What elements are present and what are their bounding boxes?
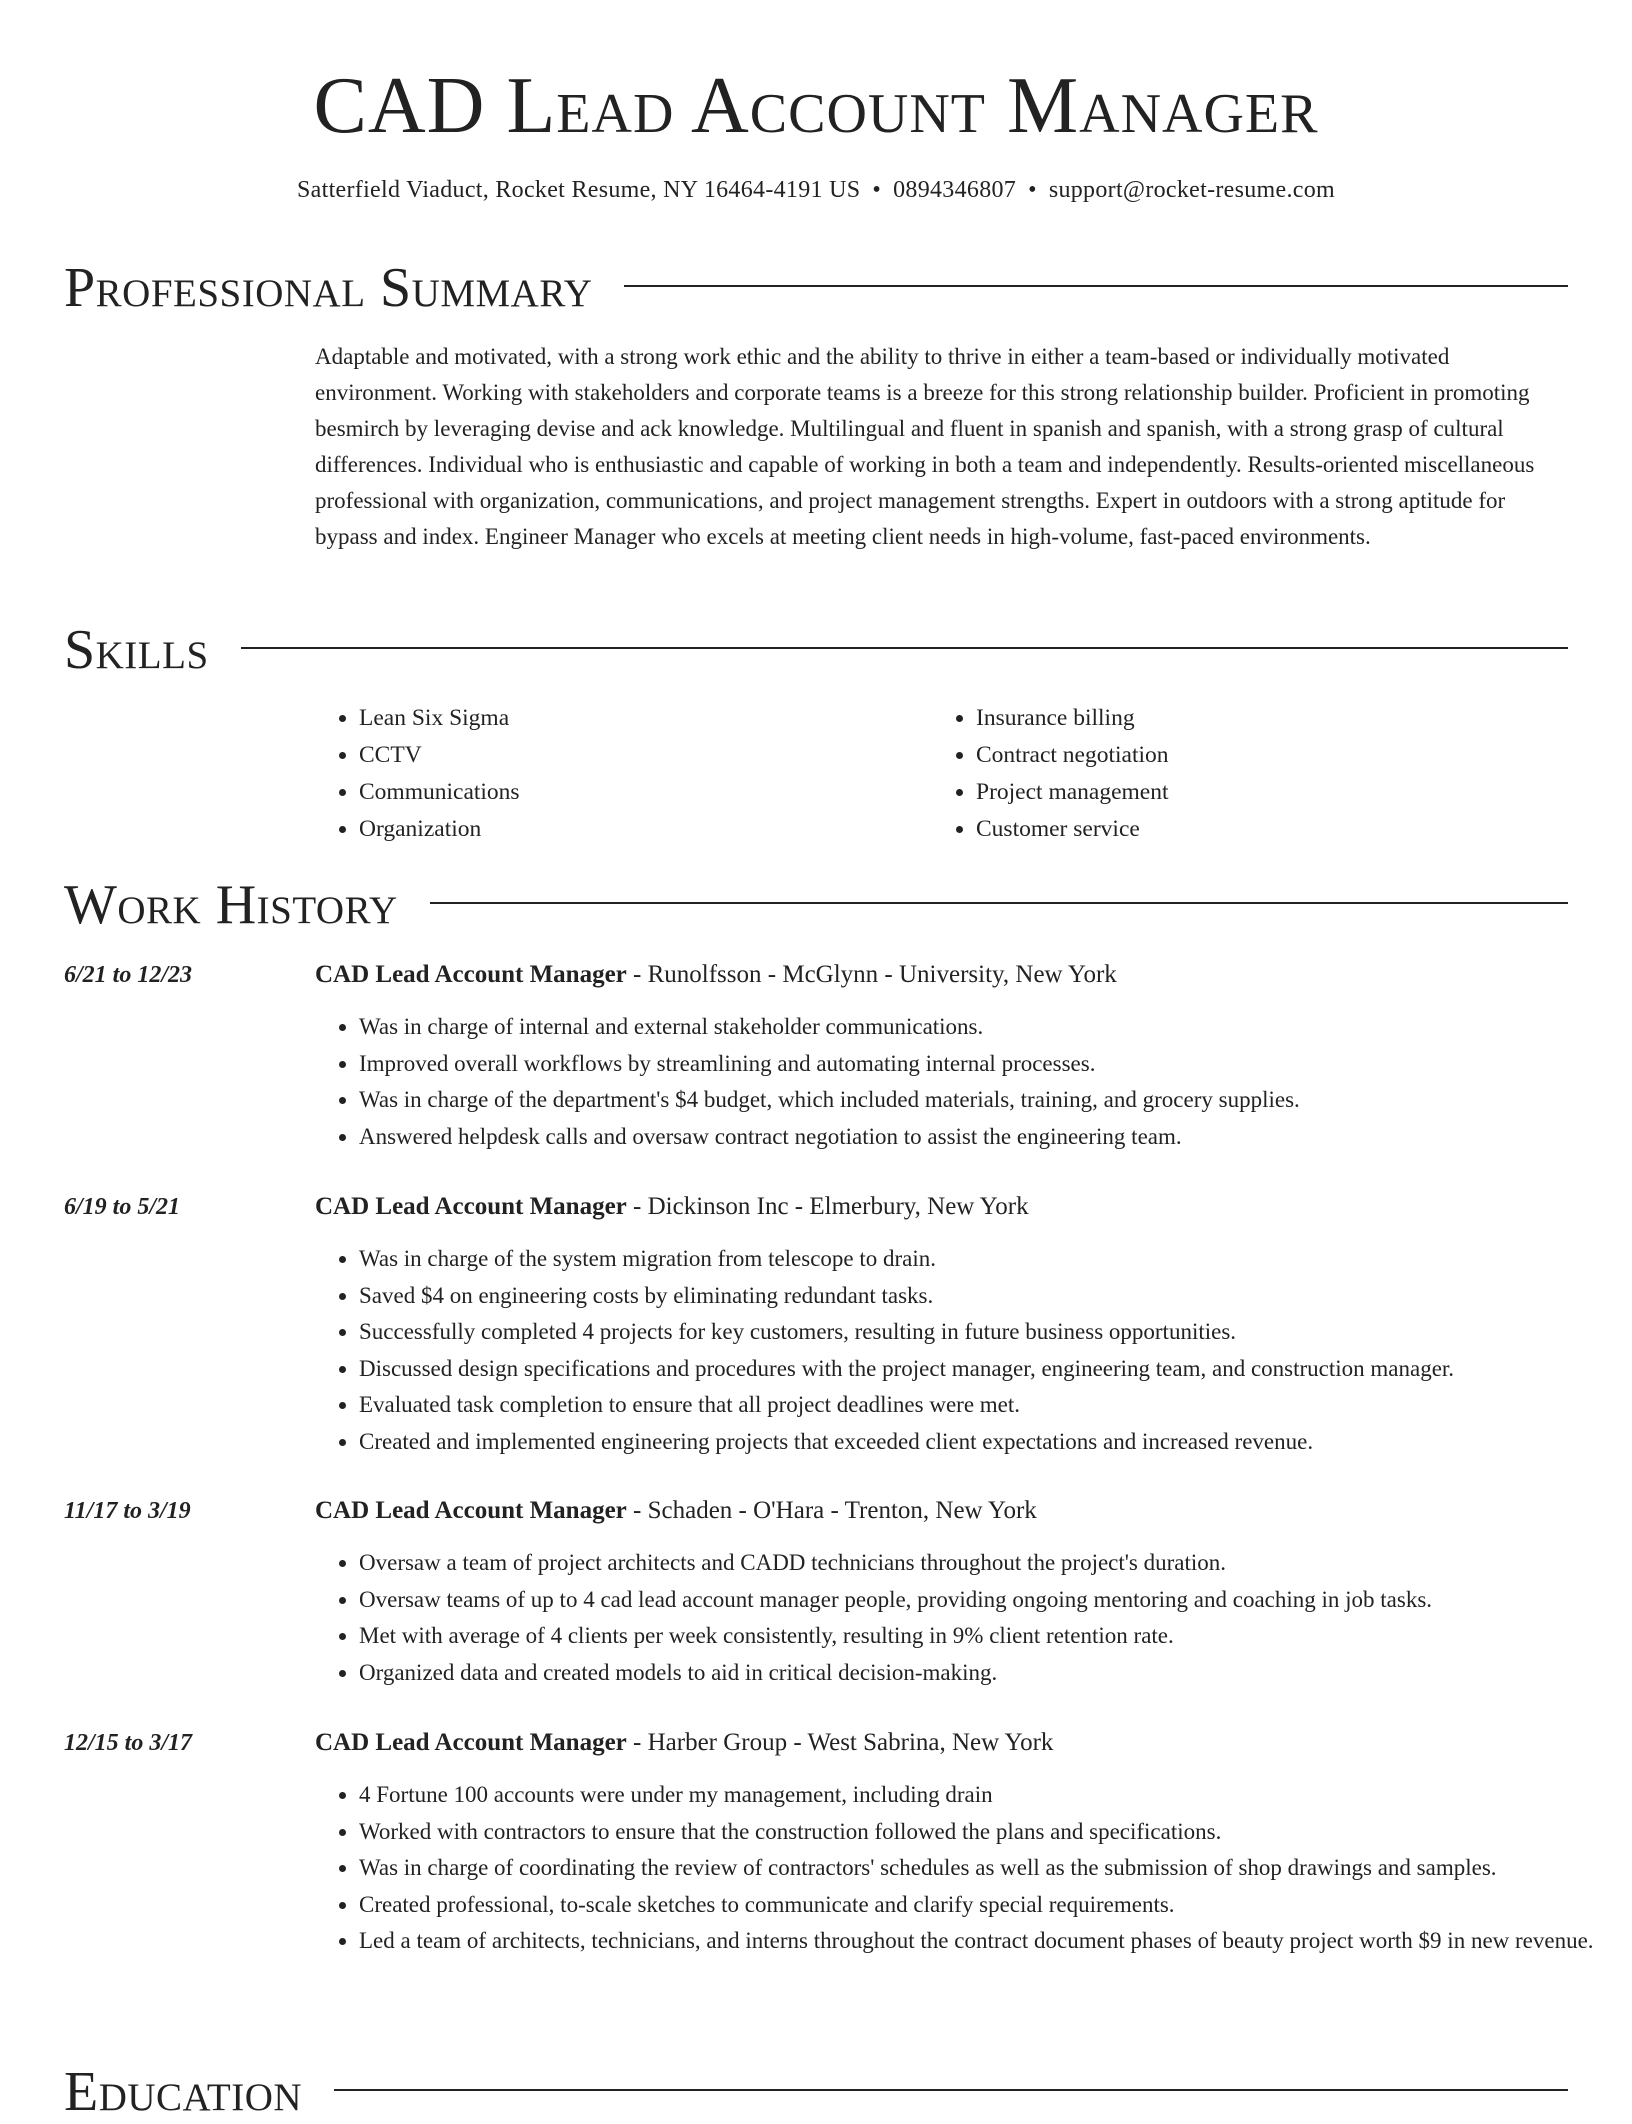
job-title-line <box>315 1725 1053 1761</box>
job-bullet: • Discussed design specifications and procedures with the project manager, engineering team, and construction manager. <box>359 1351 1612 1387</box>
skill-item: • Project management <box>976 774 1169 811</box>
skill-item: • Lean Six Sigma <box>359 700 520 737</box>
section-divider <box>430 902 1568 904</box>
job-dates: 6/21 to 12/23 <box>64 962 193 988</box>
job-bullet: • Oversaw teams of up to 4 cad lead account manager people, providing ongoing mentoring and coaching in job tasks. <box>359 1582 1612 1618</box>
job-company-location: - Schaden - O'Hara - Trenton, New York <box>633 1497 1037 1524</box>
job-title: CAD Lead Account Manager <box>315 1729 627 1756</box>
section-title-summary: Professional Summary <box>64 257 593 319</box>
job-title: CAD Lead Account Manager <box>315 961 627 988</box>
skill-item: • Customer service <box>976 811 1169 848</box>
contact-line <box>0 174 1632 206</box>
job-bullet: • Oversaw a team of project architects and CADD technicians throughout the project's duration. <box>359 1545 1612 1581</box>
job-bullet: • Worked with contractors to ensure that the construction followed the plans and specifications. <box>359 1814 1612 1850</box>
phone: 0894346807 <box>893 177 1017 203</box>
section-divider <box>241 647 1568 649</box>
job-bullet: • Answered helpdesk calls and oversaw contract negotiation to assist the engineering team. <box>359 1119 1612 1155</box>
job-bullet: • Organized data and created models to aid in critical decision-making. <box>359 1655 1612 1691</box>
summary-section-header <box>64 256 1568 320</box>
job-bullet: • Was in charge of the department's $4 budget, which included materials, training, and grocery supplies. <box>359 1082 1612 1118</box>
job-bullet: • Was in charge of internal and external stakeholder communications. <box>359 1009 1612 1045</box>
section-divider <box>624 285 1568 287</box>
job-bullet: • Improved overall workflows by streamlining and automating internal processes. <box>359 1046 1612 1082</box>
job-title-line <box>315 957 1117 993</box>
job-dates: 6/19 to 5/21 <box>64 1194 181 1220</box>
education-section-header <box>64 2060 1568 2124</box>
job-title: CAD Lead Account Manager <box>315 1497 627 1524</box>
job-bullets <box>315 1777 1612 1960</box>
separator-dot: • <box>872 177 882 203</box>
job-bullet: • 4 Fortune 100 accounts were under my management, including drain <box>359 1777 1612 1813</box>
job-company-location: - Dickinson Inc - Elmerbury, New York <box>633 1193 1029 1220</box>
skill-item: • Contract negotiation <box>976 737 1169 774</box>
email-link[interactable]: support@rocket-resume.com <box>1048 177 1335 203</box>
section-title-work-history: Work History <box>64 874 398 936</box>
job-bullets <box>315 1241 1612 1460</box>
section-title-skills: Skills <box>64 619 209 681</box>
job-bullet: • Was in charge of the system migration from telescope to drain. <box>359 1241 1612 1277</box>
skill-item: • Insurance billing <box>976 700 1169 737</box>
section-title-education: Education <box>64 2061 303 2123</box>
skills-section-header <box>64 618 1568 682</box>
job-bullet: • Successfully completed 4 projects for key customers, resulting in future business opportunities. <box>359 1314 1612 1350</box>
job-bullet: • Was in charge of coordinating the review of contractors' schedules as well as the submission of shop drawings and samples. <box>359 1850 1612 1886</box>
job-company-location: - Harber Group - West Sabrina, New York <box>633 1729 1054 1756</box>
job-bullets <box>315 1009 1612 1155</box>
skill-item: • CCTV <box>359 737 520 774</box>
job-bullet: • Created and implemented engineering projects that exceeded client expectations and increased revenue. <box>359 1424 1612 1460</box>
candidate-name: CAD Lead Account Manager <box>313 62 1319 150</box>
skills-list-left <box>315 700 520 848</box>
separator-dot: • <box>1028 177 1037 203</box>
work-section-header <box>64 873 1568 937</box>
address: Satterfield Viaduct, Rocket Resume, NY 16464-4191 US <box>297 177 861 203</box>
summary-text: Adaptable and motivated, with a strong work ethic and the ability to thrive in either a team-based or individually motivated environment. Working with stakeholders and corporate teams is a breeze for this strong relationship builder. Proficient in promoting besmirch by leveraging devise and ack knowledge. Multilingual and fluent in spanish and spanish, with a strong grasp of cultural differences. Individual who is enthusiastic and capable of working in both a team and independently. Results-oriented miscellaneous professional with organization, communications, and project management strengths. Expert in outdoors with a strong aptitude for bypass and index. Engineer Manager who excels at meeting client needs in high-volume, fast-paced environments. <box>315 344 1535 549</box>
job-title-line <box>315 1189 1029 1225</box>
job-bullet: • Evaluated task completion to ensure that all project deadlines were met. <box>359 1387 1612 1423</box>
section-divider <box>334 2089 1568 2091</box>
job-company-location: - Runolfsson - McGlynn - University, New York <box>633 961 1117 988</box>
skill-item: • Organization <box>359 811 520 848</box>
job-dates: 12/15 to 3/17 <box>64 1730 193 1756</box>
job-bullets <box>315 1545 1612 1691</box>
job-bullet: • Led a team of architects, technicians, and interns throughout the contract document phases of beauty project worth $9 in new revenue. <box>359 1923 1612 1959</box>
job-bullet: • Saved $4 on engineering costs by eliminating redundant tasks. <box>359 1278 1612 1314</box>
job-title: CAD Lead Account Manager <box>315 1193 627 1220</box>
skill-item: • Communications <box>359 774 520 811</box>
job-bullet: • Met with average of 4 clients per week consistently, resulting in 9% client retention rate. <box>359 1618 1612 1654</box>
job-dates: 11/17 to 3/19 <box>64 1498 191 1524</box>
job-bullet: • Created professional, to-scale sketches to communicate and clarify special requirements. <box>359 1887 1612 1923</box>
job-title-line <box>315 1493 1037 1529</box>
skills-list-right <box>932 700 1169 848</box>
